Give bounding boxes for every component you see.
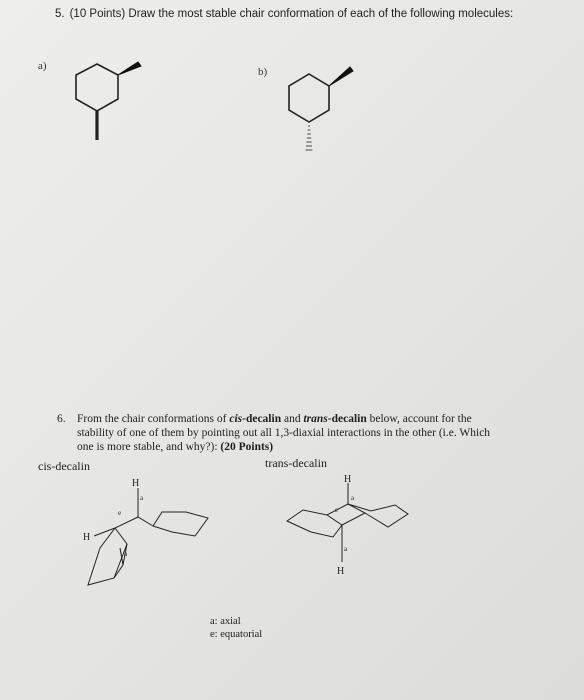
cis-decalin-equatorial-label: e — [118, 509, 122, 517]
cis-decalin-left-h: H — [83, 532, 91, 543]
cis-decalin-top-h: H — [132, 478, 140, 489]
trans-decalin-right-ring — [348, 504, 408, 527]
cis-decalin-structure — [88, 488, 208, 585]
question-6-line1-prefix: From the chair conformations of — [77, 413, 230, 425]
question-6-number: 6. — [57, 413, 66, 425]
question-6-line3-prefix: one is more stable, and why?): — [77, 441, 221, 453]
trans-decalin-bottom-h: H — [337, 566, 345, 577]
cis-decalin-fusion-bond — [115, 528, 127, 544]
question-6-line1-suffix: below, account for the — [366, 413, 472, 425]
molecule-b — [289, 67, 353, 150]
legend-axial: a: axial — [210, 616, 241, 627]
question-5-text: (10 Points) Draw the most stable chair conformation of each of the following molecules: — [69, 8, 514, 20]
question-6-line2: stability of one of them by pointing out all 1,3-diaxial interactions in the other (i.e. Which — [77, 427, 491, 439]
part-a-label: a) — [38, 60, 47, 72]
cis-decalin-axial-label: a — [140, 494, 144, 502]
legend-equatorial: e: equatorial — [210, 629, 263, 640]
molecule-a-ring — [76, 64, 118, 111]
molecule-b-wedge-bond — [329, 67, 353, 86]
trans-decalin-left-ring-bottom — [311, 525, 342, 537]
part-b-label: b) — [258, 66, 268, 78]
question-6-line3 — [57, 440, 517, 454]
trans-decalin-equatorial-label: e — [335, 506, 339, 514]
trans-decalin-left-ring — [287, 504, 365, 532]
molecule-b-hashed-bond — [306, 126, 313, 150]
question-6-points: (20 Points) — [220, 441, 274, 453]
cis-decalin-lower-ring-left — [88, 544, 127, 585]
legend — [210, 615, 262, 641]
question-6-trans-emphasis: trans — [303, 413, 328, 425]
question-6-and: and — [281, 413, 304, 425]
question-6-trans-suffix: -decalin — [327, 413, 367, 425]
trans-decalin-axial-label-bottom: a — [344, 545, 348, 553]
trans-decalin-structure — [287, 483, 408, 562]
trans-decalin-top-h: H — [344, 474, 352, 485]
question-6-cis-suffix: -decalin — [242, 413, 282, 425]
cis-decalin-axial-label-lower: a — [124, 550, 128, 558]
question-6 — [57, 412, 517, 454]
molecule-a — [76, 62, 141, 140]
trans-decalin-title: trans-decalin — [265, 456, 327, 470]
cis-decalin-title: cis-decalin — [38, 459, 90, 473]
molecule-a-wedge-bond — [118, 62, 141, 75]
trans-decalin-axial-label-top: a — [351, 494, 355, 502]
molecule-b-ring — [289, 74, 329, 122]
question-5-number: 5. — [55, 8, 65, 20]
question-6-cis-emphasis: cis — [229, 413, 243, 425]
